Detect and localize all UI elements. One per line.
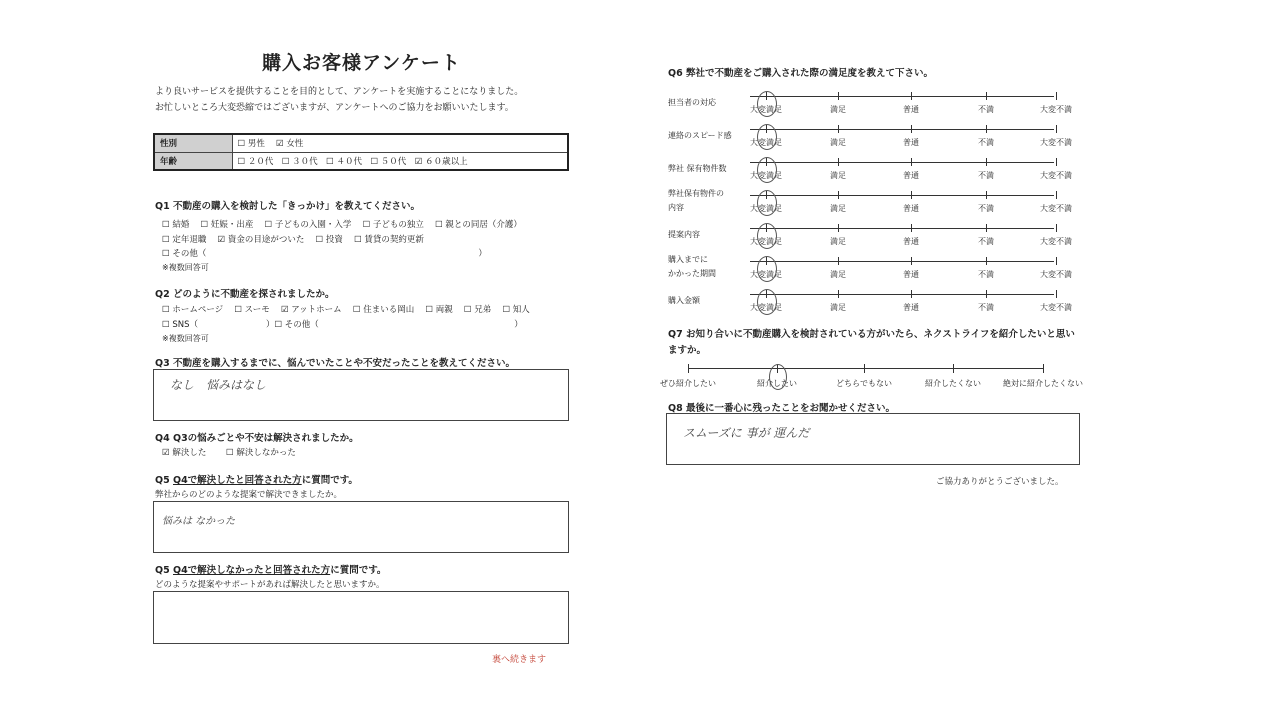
q6-scale-tick — [986, 191, 987, 199]
q7-scale-option[interactable]: 紹介したくない — [925, 379, 981, 388]
q6-scale-option[interactable]: 普通 — [903, 270, 919, 279]
q6-selected-mark — [757, 289, 777, 315]
q8-answer-box[interactable] — [666, 413, 1080, 465]
q6-scale-option[interactable]: 不満 — [978, 171, 994, 180]
q6-scale-option[interactable]: 普通 — [903, 204, 919, 213]
q6-scale-tick — [838, 191, 839, 199]
q5a-heading-prefix: Q5 — [155, 475, 173, 486]
q7-scale-option[interactable]: どちらでもない — [836, 379, 892, 388]
q6-scale-line — [750, 261, 1054, 262]
q6-scale-tick — [986, 290, 987, 298]
q6-scale-tick — [1056, 92, 1057, 100]
q2-heading: Q2 どのように不動産を探されましたか。 — [155, 289, 335, 300]
q6-row-label: 購入金額 — [668, 296, 700, 305]
q6-scale-option[interactable]: 普通 — [903, 237, 919, 246]
q6-scale-option[interactable]: 大変不満 — [1040, 138, 1072, 147]
q3-heading: Q3 不動産を購入するまでに、悩んでいたことや不安だったことを教えてください。 — [155, 358, 515, 369]
q6-row-label: 連絡のスピード感 — [668, 131, 732, 140]
q6-scale-option[interactable]: 大変満足 — [750, 204, 782, 213]
q5a-heading-suffix: に質問です。 — [301, 475, 358, 486]
q6-scale-tick — [838, 257, 839, 265]
q6-scale-line — [750, 195, 1054, 196]
q5b-heading-prefix: Q5 — [155, 565, 173, 576]
q6-scale-tick — [986, 224, 987, 232]
q6-scale-option[interactable]: 大変満足 — [750, 303, 782, 312]
q6-selected-mark — [757, 256, 777, 282]
q6-scale-option[interactable]: 満足 — [830, 237, 846, 246]
q6-scale-tick — [986, 92, 987, 100]
q6-row-label: 提案内容 — [668, 230, 700, 239]
q6-row-label: 購入までに — [668, 255, 708, 264]
intro-line-2: お忙しいところ大変恐縮ではございますが、アンケートへのご協力をお願いいたします。 — [155, 103, 514, 113]
q6-scale-tick — [1056, 158, 1057, 166]
q6-scale-line — [750, 294, 1054, 295]
q6-selected-mark — [757, 190, 777, 216]
q6-row-label: 弊社保有物件の — [668, 189, 724, 198]
q5a-answer-box[interactable] — [153, 501, 569, 553]
q6-scale-tick — [1056, 290, 1057, 298]
q6-scale-option[interactable]: 不満 — [978, 105, 994, 114]
q6-scale-tick — [1056, 125, 1057, 133]
q6-scale-option[interactable]: 不満 — [978, 303, 994, 312]
q7-scale-option[interactable]: 紹介したい — [757, 379, 797, 388]
gender-label: 性別 — [154, 134, 232, 152]
q6-scale-tick — [838, 92, 839, 100]
q5b-heading-suffix: に質問です。 — [330, 565, 387, 576]
q6-scale-tick — [838, 290, 839, 298]
q6-scale-option[interactable]: 大変不満 — [1040, 237, 1072, 246]
q2-options-row-1[interactable]: ☐ ホームページ ☐ スーモ ☑ アットホーム ☐ 住まいる岡山 ☐ 両親 ☐ 兄弟 ☐ 知人 — [162, 305, 530, 315]
q2-options-row-2[interactable]: ☐ SNS（ ）☐ その他（ ） — [162, 320, 523, 330]
q6-scale-option[interactable]: 普通 — [903, 303, 919, 312]
q7-scale-tick — [1043, 364, 1044, 373]
q1-note: ※複数回答可 — [162, 263, 209, 272]
q6-scale-option[interactable]: 大変不満 — [1040, 204, 1072, 213]
q1-heading: Q1 不動産の購入を検討した「きっかけ」を教えてください。 — [155, 201, 420, 212]
q6-scale-option[interactable]: 大変不満 — [1040, 270, 1072, 279]
q6-scale-option[interactable]: 大変満足 — [750, 171, 782, 180]
q5a-heading-underlined: Q4で解決したと回答された方 — [173, 475, 302, 486]
q6-selected-mark — [757, 223, 777, 249]
q1-options-row-1[interactable]: ☐ 結婚 ☐ 妊娠・出産 ☐ 子どもの入園・入学 ☐ 子どもの独立 ☐ 親との同居（介護） — [162, 220, 522, 230]
q6-scale-option[interactable]: 普通 — [903, 105, 919, 114]
q6-scale-option[interactable]: 満足 — [830, 138, 846, 147]
q7-heading-line-2: ますか。 — [668, 345, 707, 356]
q5b-heading-underlined: Q4で解決しなかったと回答された方 — [173, 565, 331, 576]
q5b-answer-box[interactable] — [153, 591, 569, 644]
q6-row-label: 弊社 保有物件数 — [668, 164, 727, 173]
q6-scale-line — [750, 129, 1054, 130]
q7-selected-mark — [769, 364, 787, 390]
q1-options-row-2[interactable]: ☐ 定年退職 ☑ 資金の目途がついた ☐ 投資 ☐ 賃貸の契約更新 — [162, 235, 424, 245]
q6-scale-option[interactable]: 満足 — [830, 171, 846, 180]
q6-selected-mark — [757, 124, 777, 150]
q6-scale-tick — [986, 158, 987, 166]
q6-scale-option[interactable]: 満足 — [830, 303, 846, 312]
q7-scale-tick — [688, 364, 689, 373]
q7-scale-tick — [864, 364, 865, 373]
q6-scale-option[interactable]: 大変不満 — [1040, 105, 1072, 114]
q8-heading: Q8 最後に一番心に残ったことをお聞かせください。 — [668, 403, 895, 414]
q6-scale-option[interactable]: 大変満足 — [750, 105, 782, 114]
q6-scale-option[interactable]: 大変満足 — [750, 138, 782, 147]
q6-scale-option[interactable]: 普通 — [903, 138, 919, 147]
q3-answer-box[interactable] — [153, 369, 569, 421]
q6-scale-tick — [911, 224, 912, 232]
q7-scale-line — [688, 368, 1043, 369]
age-options[interactable]: ☐ ２０代 ☐ ３０代 ☐ ４０代 ☐ ５０代 ☑ ６０歳以上 — [232, 152, 568, 170]
q6-scale-line — [750, 228, 1054, 229]
q6-scale-tick — [911, 92, 912, 100]
q5a-answer: 悩みは なかった — [162, 516, 236, 527]
respondent-info-table — [153, 133, 569, 171]
q6-scale-option[interactable]: 満足 — [830, 105, 846, 114]
q6-scale-line — [750, 162, 1054, 163]
q6-row-label: 担当者の対応 — [668, 98, 716, 107]
q6-row-label-line-2: かかった期間 — [668, 269, 716, 278]
intro-line-1: より良いサービスを提供することを目的として、アンケートを実施することになりました。 — [155, 87, 524, 97]
q5a-subtext: 弊社からのどのような提案で解決できましたか。 — [155, 490, 343, 500]
q6-scale-option[interactable]: 不満 — [978, 204, 994, 213]
q4-heading: Q4 Q3の悩みごとや不安は解決されましたか。 — [155, 433, 359, 444]
q6-heading: Q6 弊社で不動産をご購入された際の満足度を教えて下さい。 — [668, 68, 933, 79]
q7-scale-option[interactable]: 絶対に紹介したくない — [1003, 379, 1083, 388]
q6-scale-option[interactable]: 不満 — [978, 270, 994, 279]
q2-note: ※複数回答可 — [162, 334, 209, 343]
q6-scale-option[interactable]: 不満 — [978, 138, 994, 147]
q6-scale-option[interactable]: 普通 — [903, 171, 919, 180]
q6-scale-tick — [838, 158, 839, 166]
q6-scale-tick — [986, 257, 987, 265]
q6-scale-tick — [1056, 224, 1057, 232]
q6-scale-tick — [911, 158, 912, 166]
q6-scale-line — [750, 96, 1054, 97]
thanks-note: ご協力ありがとうございました。 — [936, 477, 1064, 487]
q6-scale-option[interactable]: 大変満足 — [750, 237, 782, 246]
q6-scale-option[interactable]: 満足 — [830, 204, 846, 213]
q6-scale-tick — [911, 125, 912, 133]
q6-scale-tick — [838, 224, 839, 232]
q7-scale-tick — [953, 364, 954, 373]
q7-heading-line-1: Q7 お知り合いに不動産購入を検討されている方がいたら、ネクストライフを紹介したいと思い — [668, 329, 1075, 340]
q6-scale-option[interactable]: 大変満足 — [750, 270, 782, 279]
q3-answer: なし 悩みはなし — [170, 378, 267, 392]
q6-scale-tick — [911, 257, 912, 265]
q5a-heading — [155, 472, 358, 486]
q6-scale-option[interactable]: 大変不満 — [1040, 171, 1072, 180]
q6-scale-tick — [1056, 191, 1057, 199]
q4-options[interactable]: ☑ 解決した ☐ 解決しなかった — [162, 448, 296, 458]
q6-scale-tick — [1056, 257, 1057, 265]
q6-selected-mark — [757, 91, 777, 117]
q6-scale-tick — [911, 191, 912, 199]
q5b-subtext: どのような提案やサポートがあれば解決したと思いますか。 — [155, 580, 385, 590]
page-title: 購入お客様アンケート — [262, 52, 461, 74]
q6-scale-tick — [986, 125, 987, 133]
q7-scale-option[interactable]: ぜひ紹介したい — [660, 379, 716, 388]
q6-row-label-line-2: 内容 — [668, 203, 684, 212]
q6-scale-option[interactable]: 不満 — [978, 237, 994, 246]
gender-options[interactable]: ☐ 男性 ☑ 女性 — [232, 134, 568, 152]
q6-selected-mark — [757, 157, 777, 183]
q6-scale-option[interactable]: 満足 — [830, 270, 846, 279]
q1-options-row-3[interactable]: ☐ その他（ ） — [162, 249, 487, 259]
q8-answer: スムーズに 事が 運んだ — [683, 426, 810, 440]
q5b-heading — [155, 562, 386, 576]
age-label: 年齢 — [154, 152, 232, 170]
q6-scale-tick — [838, 125, 839, 133]
q6-scale-option[interactable]: 大変不満 — [1040, 303, 1072, 312]
continue-note: 裏へ続きます — [492, 655, 547, 665]
q6-scale-tick — [911, 290, 912, 298]
